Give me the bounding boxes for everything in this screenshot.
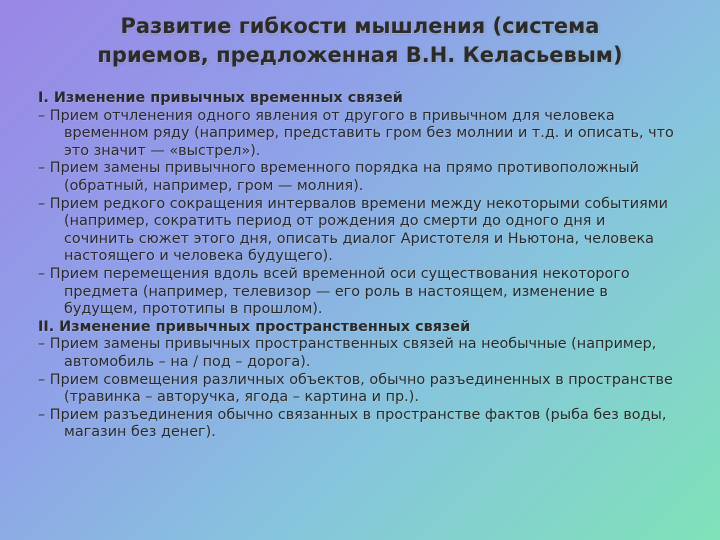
list-item: – Прием разъединения обычно связанных в пространстве фактов (рыба без воды, магазин без денег).	[38, 406, 667, 441]
list-item: – Прием замены привычного временного порядка на прямо противоположный (обратный, например, гром — молния).	[38, 160, 639, 194]
list-item: – Прием отчленения одного явления от другого в привычном для человека временном ряду (например, представить гром без молнии и т.д. и описать, что это значит — «выстрел»).	[38, 107, 674, 159]
list-item: – Прием совмещения различных объектов, обычно разъединенных в пространстве (травинка – авторучка, ягода – картина и пр.).	[38, 371, 673, 406]
title-line-1: Развитие гибкости мышления (система	[120, 14, 600, 38]
section-heading-temporal: I. Изменение привычных временных связей	[38, 90, 403, 106]
list-item: – Прием редкого сокращения интервалов времени между некоторыми событиями (например, сократить период от рождения до смерти до одного дня и сочинить сюжет этого дня, описать диалог Аристотеля и Ньютона, человека настоящего и человека будущего).	[38, 195, 668, 265]
title-line-2: приемов, предложенная В.Н. Келасьевым)	[97, 43, 623, 67]
slide-title	[20, 12, 700, 70]
list-item: – Прием перемещения вдоль всей временной оси существования некоторого предмета (например, телевизор — его роль в настоящем, изменение в будущем, прототипы в прошлом).	[38, 265, 630, 318]
section-heading-spatial: II. Изменение привычных пространственных связей	[38, 318, 471, 335]
slide-body	[38, 90, 678, 442]
list-item: – Прием замены привычных пространственных связей на необычные (например, автомобиль – на / под – дорога).	[38, 336, 657, 370]
